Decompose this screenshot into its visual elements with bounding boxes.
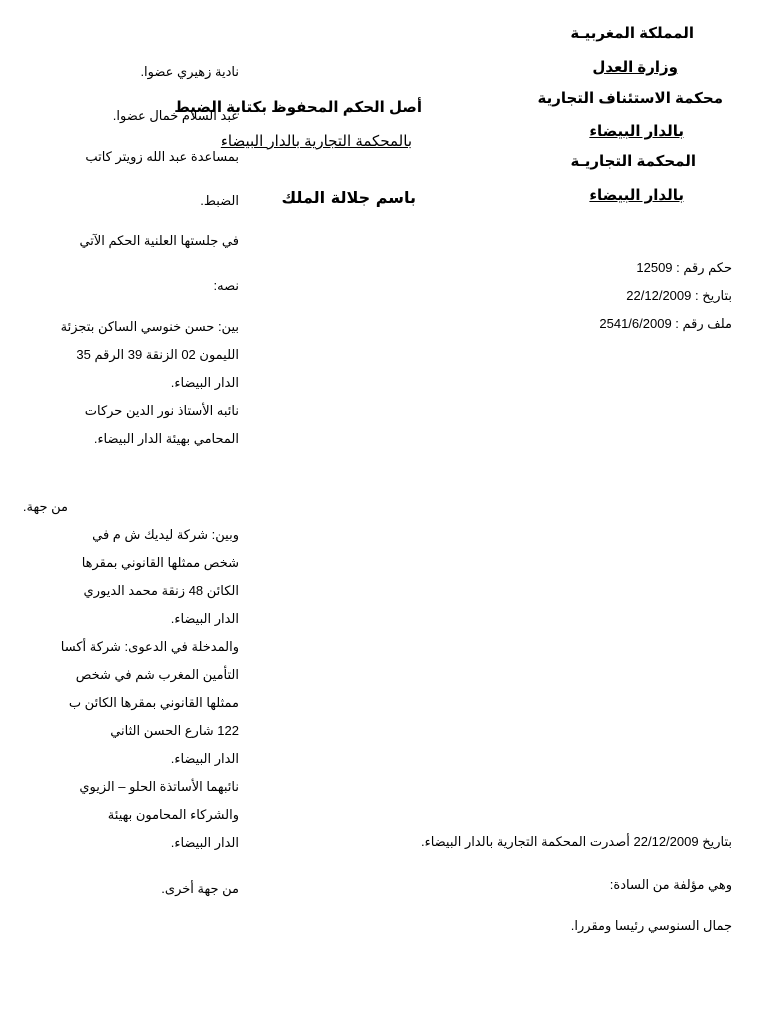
party2-line: الدار البيضاء. [170, 751, 239, 766]
side-one-label: من جهة. [22, 499, 68, 514]
party2-line: والمدخلة في الدعوى: شركة أكسا [60, 639, 239, 654]
appeal-court-heading: محكمة الاستئناف التجارية [537, 90, 723, 107]
party1-line: الليمون 02 الزنقة 39 الرقم 35 [76, 347, 239, 362]
session-line: في جلستها العلنية الحكم الآتي [79, 233, 239, 248]
party1-line: نائبه الأستاذ نور الدين حركات [84, 403, 239, 418]
party2-line: 122 شارع الحسن الثاني [110, 723, 239, 738]
clerk-line-cont: الضبط. [200, 193, 239, 208]
commercial-court-heading: المحكمة التجاريـة [570, 153, 696, 170]
document-subtitle: بالمحكمة التجارية بالدار البيضاء [220, 133, 412, 150]
party2-line: الدار البيضاء. [170, 611, 239, 626]
file-number: ملف رقم : 2541/6/2009 [599, 316, 732, 331]
royal-invocation: باسم جلالة الملك [281, 188, 416, 207]
party2-line: الدار البيضاء. [170, 835, 239, 850]
issue-statement: بتاريخ 22/12/2009 أصدرت المحكمة التجارية بالدار البيضاء. [420, 834, 732, 849]
party2-line: نائبهما الأساتذة الحلو – الزيوي [79, 779, 239, 794]
party2-line: التأمين المغرب شم في شخص [75, 667, 239, 682]
side-two-label: من جهة أخرى. [161, 881, 239, 896]
appeal-city-heading: بالدار البيضاء [589, 123, 684, 140]
commercial-city-heading: بالدار البيضاء [589, 187, 684, 204]
member-1: نادية زهيري عضوا. [140, 64, 239, 79]
judgment-date: بتاريخ : 22/12/2009 [626, 288, 732, 303]
party2-line: والشركاء المحامون بهيئة [107, 807, 239, 822]
party2-line: الكائن 48 زنقة محمد الديوري [83, 583, 239, 598]
party2-line: ممثلها القانوني بمقرها الكائن ب [68, 695, 239, 710]
clerk-line: بمساعدة عبد الله زويتر كاتب [85, 149, 239, 164]
member-2: عبد السلام خمال عضوا. [112, 108, 239, 123]
kingdom-heading: المملكة المغربيـة [570, 25, 694, 42]
document-title: أصل الحكم المحفوظ بكتابة الضبط [174, 99, 422, 116]
president-line: جمال السنوسي رئيسا ومقررا. [570, 918, 732, 933]
composition-line: وهي مؤلفة من السادة: [609, 877, 732, 892]
party2-line: شخص ممثلها القانوني بمقرها [81, 555, 239, 570]
party1-line: المحامي بهيئة الدار البيضاء. [93, 431, 239, 446]
text-label: نصه: [213, 278, 239, 293]
party2-line: وبين: شركة ليديك ش م في [92, 527, 239, 542]
party1-line: بين: حسن خنوسي الساكن بتجزئة [60, 319, 239, 334]
judgment-number: حكم رقم : 12509 [636, 260, 732, 275]
ministry-heading: وزارة العدل [592, 59, 678, 76]
party1-line: الدار البيضاء. [170, 375, 239, 390]
